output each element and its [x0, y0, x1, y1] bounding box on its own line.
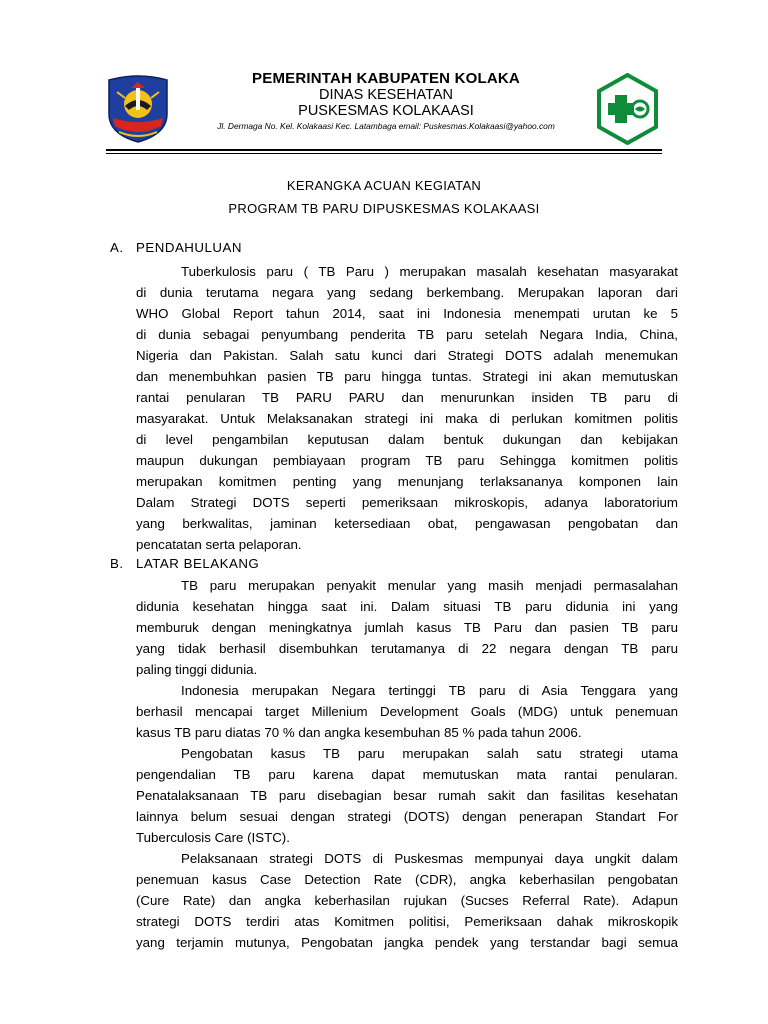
text-line: didunia kesehatan hingga saat ini. Dalam situasi TB paru didunia ini yang — [136, 599, 678, 614]
text-line: kasus TB paru diatas 70 % dan angka kesembuhan 85 % pada tahun 2006. — [136, 725, 582, 740]
text-line: berhasil mencapai target Millenium Development Goals (MDG) untuk penemuan — [136, 704, 678, 719]
letterhead-rule-thick — [106, 149, 662, 151]
letterhead-address: Jl. Dermaga No. Kel. Kolakaasi Kec. Latambaga email: Puskesmas.Kolakaasi@yahoo.com — [217, 121, 555, 131]
text-line: pengendalian TB paru karena dapat memutuskan mata rantai penularan. — [136, 767, 678, 782]
text-line: yang terjamin mutunya, Pengobatan jangka pendek yang terstandar bagi semua — [136, 935, 678, 950]
section-a-body — [136, 261, 678, 555]
text-line: Tuberculosis Care (ISTC). — [136, 830, 290, 845]
regency-crest-icon — [103, 74, 173, 144]
letterhead-puskesmas: PUSKESMAS KOLAKAASI — [298, 103, 474, 119]
text-line: TB paru merupakan penyakit menular yang masih menjadi permasalahan — [181, 578, 678, 593]
text-line: di dunia sebagai penyumbang penderita TB paru setelah Negara India, China, — [136, 327, 678, 342]
text-line: Nigeria dan Pakistan. Salah satu kunci dari Strategi DOTS adalah menemukan — [136, 348, 678, 363]
text-line: memburuk dengan meningkatnya jumlah kasus TB Paru dan pasien TB paru — [136, 620, 678, 635]
document-title: KERANGKA ACUAN KEGIATAN — [286, 178, 482, 193]
text-line: Dalam Strategi DOTS seperti pemeriksaan mikroskopis, adanya laboratorium — [136, 495, 678, 510]
section-a-heading — [110, 240, 242, 255]
letterhead-department: DINAS KESEHATAN — [318, 87, 454, 103]
text-line: di dunia terutama negara yang sedang berkembang. Merupakan laporan dari — [136, 285, 678, 300]
section-a-title: PENDAHULUAN — [136, 240, 242, 255]
text-line: di level pengambilan keputusan dalam bentuk dukungan dan kebijakan — [136, 432, 678, 447]
section-b-label: B. — [110, 556, 124, 571]
letterhead-government: PEMERINTAH KABUPATEN KOLAKA — [252, 70, 520, 87]
text-line: paling tinggi didunia. — [136, 662, 258, 677]
text-line: Penatalaksanaan TB paru disebagian besar rumah sakit dan fasilitas kesehatan — [136, 788, 678, 803]
section-b-heading — [110, 556, 259, 571]
letterhead-rule-thin — [106, 153, 662, 154]
text-line: Tuberkulosis paru ( TB Paru ) merupakan masalah kesehatan masyarakat — [181, 264, 678, 279]
text-line: merupakan komitmen penting yang menunjang terlaksananya komponen lain — [136, 474, 678, 489]
puskesmas-cross-icon — [596, 73, 659, 145]
text-line: rantai penularan TB PARU PARU dan menurunkan insiden TB paru di — [136, 390, 678, 405]
text-line: yang tidak berhasil disembuhkan terutamanya di 22 negara dengan TB paru — [136, 641, 678, 656]
section-b-title: LATAR BELAKANG — [136, 556, 260, 571]
text-line: dan menembuhkan pasien TB paru hingga tuntas. Strategi ini akan memutuskan — [136, 369, 678, 384]
text-line: Pelaksanaan strategi DOTS di Puskesmas mempunyai daya ungkit dalam — [181, 851, 678, 866]
text-line: yang berkwalitas, jaminan ketersediaan obat, pengawasan pengobatan dan — [136, 516, 678, 531]
text-line: lainnya belum sesuai dengan strategi (DOTS) dengan penerapan Standart For — [136, 809, 678, 824]
text-line: maupun dukungan pembiayaan program TB paru Sehingga komitmen politis — [136, 453, 678, 468]
text-line: penemuan kasus Case Detection Rate (CDR), angka keberhasilan pengobatan — [136, 872, 678, 887]
text-line: WHO Global Report tahun 2014, saat ini Indonesia menempati urutan ke 5 — [136, 306, 678, 321]
text-line: Pengobatan kasus TB paru merupakan salah satu strategi utama — [181, 746, 678, 761]
section-a-label: A. — [110, 240, 124, 255]
document-subtitle: PROGRAM TB PARU DIPUSKESMAS KOLAKAASI — [228, 201, 540, 216]
text-line: pencatatan serta pelaporan. — [136, 537, 302, 552]
text-line: (Cure Rate) dan angka keberhasilan rujukan (Sucses Referral Rate). Adapun — [136, 893, 678, 908]
text-line: masyarakat. Untuk Melaksanakan strategi ini maka di perlukan komitmen politis — [136, 411, 678, 426]
section-b-body — [136, 575, 678, 953]
text-line: Indonesia merupakan Negara tertinggi TB paru di Asia Tenggara yang — [181, 683, 678, 698]
text-line: strategi DOTS terdiri atas Komitmen politisi, Pemeriksaan dahak mikroskopik — [136, 914, 678, 929]
